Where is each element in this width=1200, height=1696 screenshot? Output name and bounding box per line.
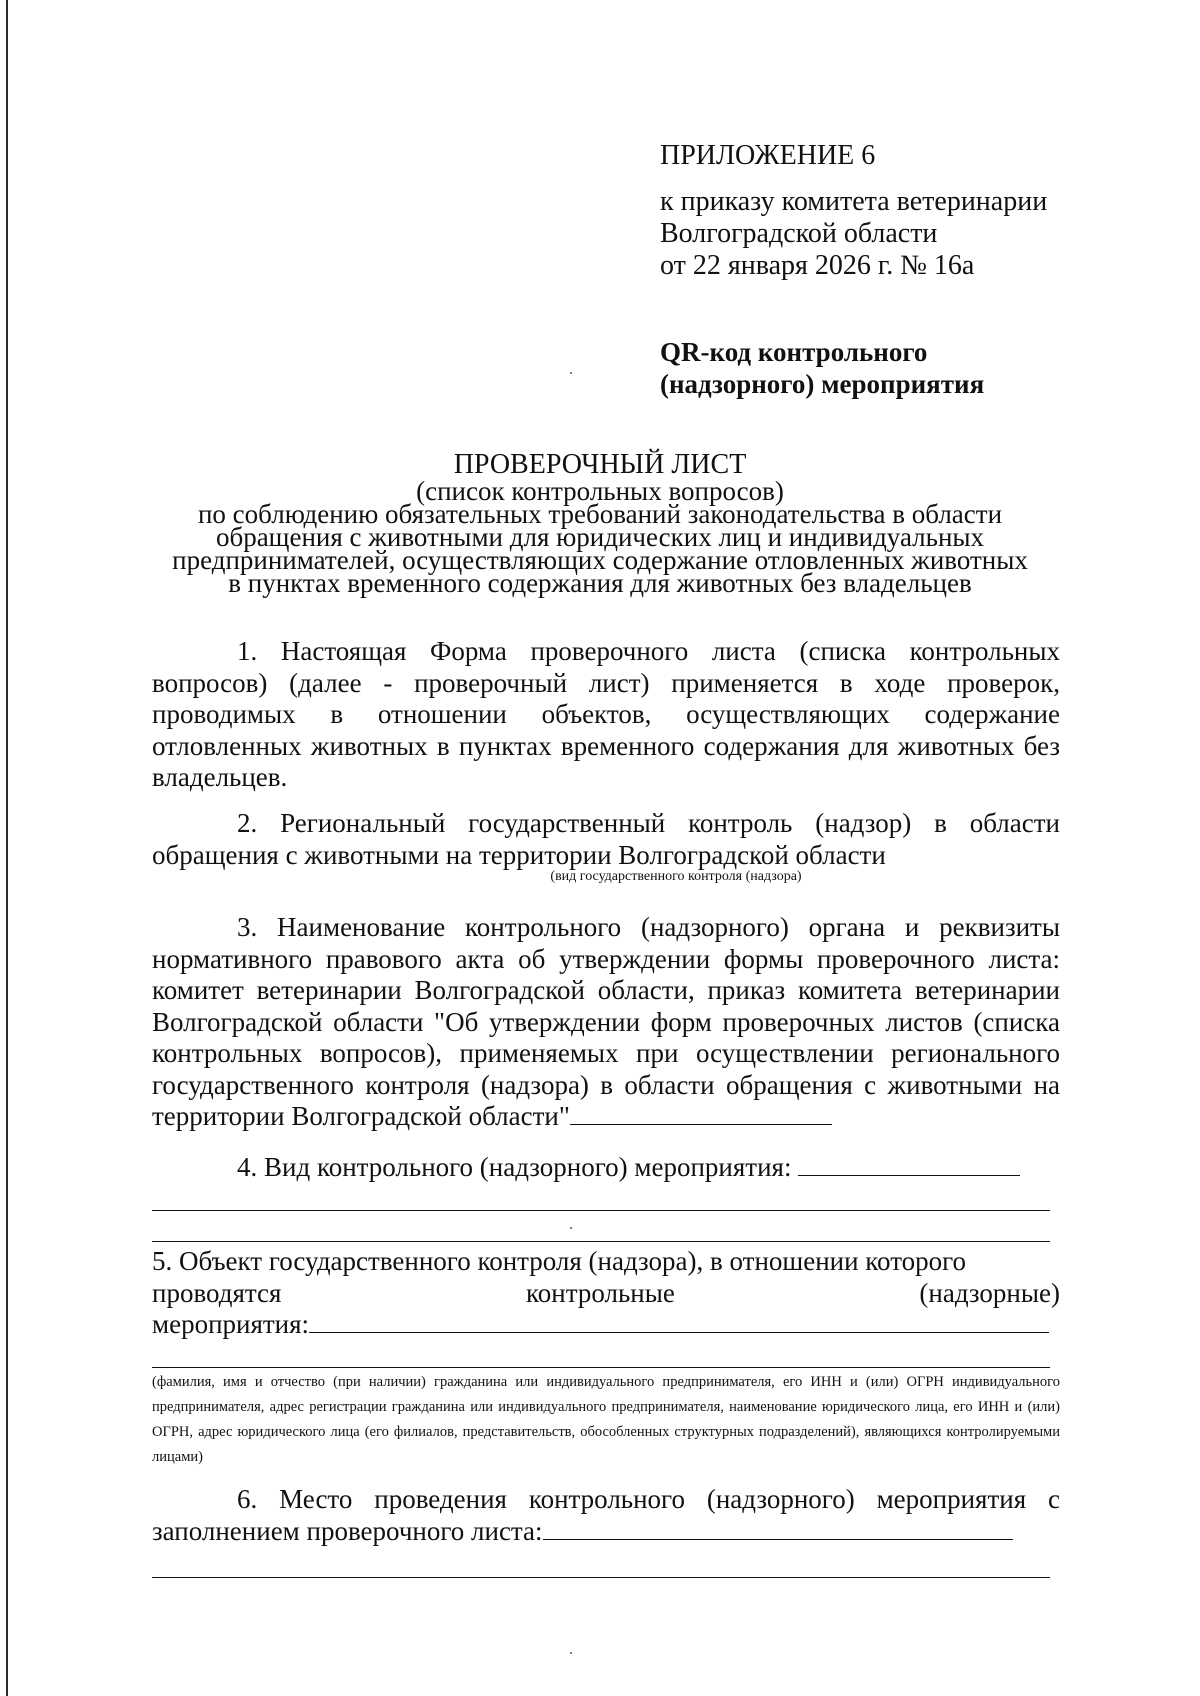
item-3 <box>152 912 1060 1133</box>
item-6-blank[interactable] <box>543 1517 1013 1540</box>
appendix-line: от 22 января 2026 г. № 16а <box>660 250 975 281</box>
item-3-blank[interactable] <box>570 1102 832 1125</box>
scan-speck <box>570 1227 572 1229</box>
item-1-text: 1. Настоящая Форма проверочного листа (списка контрольных вопросов) (далее - проверочный лист) применяется в ходе проверок, проводимых в отношении объектов, осуществляющих содержание отловленных животных в пунктах временного содержания для животных без владельцев. <box>152 636 1060 792</box>
scan-edge-line <box>6 0 8 1696</box>
item-4-text <box>152 1152 1060 1184</box>
appendix-line: к приказу комитета ветеринарии <box>660 186 1048 217</box>
item-4-blank-line[interactable] <box>152 1217 1050 1242</box>
item-4-blank-line[interactable] <box>152 1186 1050 1211</box>
qr-line: (надзорного) мероприятия <box>660 369 985 399</box>
appendix-line: Волгоградской области <box>660 218 938 249</box>
item-6-text <box>152 1484 1060 1547</box>
item-4-label: 4. Вид контрольного (надзорного) мероприятия: <box>237 1152 792 1182</box>
item-5-word: контрольные <box>526 1277 675 1308</box>
qr-code-placeholder <box>660 336 984 400</box>
item-6-blank-line[interactable] <box>152 1553 1050 1578</box>
scan-speck <box>570 372 572 374</box>
item-5-caption: (фамилия, имя и отчество (при наличии) гражданина или индивидуального предпринимателя, его ИНН и (или) ОГРН индивидуального предпринимателя, адрес регистрации гражданина или индивидуального предпринимателя, наименование юридического лица, его ИНН и (или) ОГРН, адрес юридического лица (его филиалов, представительств, обособленных структурных подразделений), являющихся контролируемыми лицами) <box>152 1373 1060 1465</box>
item-5-blank-line[interactable] <box>152 1347 1050 1368</box>
item-6 <box>152 1484 1060 1578</box>
page-title: ПРОВЕРОЧНЫЙ ЛИСТ <box>453 449 747 480</box>
heading-line: в пунктах временного содержания для животных без владельцев <box>228 568 972 598</box>
heading-line: (список контрольных вопросов) <box>416 476 784 506</box>
item-5-line: 5. Объект государственного контроля (надзора), в отношении которого <box>152 1246 967 1276</box>
heading-line: обращения с животными для юридических лиц и индивидуальных <box>215 522 985 552</box>
item-2 <box>152 808 1060 885</box>
item-1 <box>152 636 1060 794</box>
heading-line: предпринимателей, осуществляющих содержание отловленных животных <box>172 545 1028 575</box>
item-5-line <box>152 1278 1060 1310</box>
item-5-word: (надзорные) <box>919 1277 1060 1308</box>
item-5-blank[interactable] <box>309 1310 1049 1333</box>
item-5 <box>152 1246 1060 1470</box>
item-4 <box>152 1152 1060 1242</box>
document-heading <box>140 449 1060 598</box>
appendix-title: ПРИЛОЖЕНИЕ 6 <box>660 140 876 171</box>
qr-line: QR-код контрольного <box>660 337 928 367</box>
item-6-content: 6. Место проведения контрольного (надзорного) мероприятия с заполнением проверочного листа: <box>152 1484 1060 1546</box>
item-5-label: мероприятия: <box>152 1309 310 1339</box>
item-4-blank[interactable] <box>798 1153 1020 1176</box>
appendix-block <box>660 140 1047 282</box>
scan-speck <box>570 1652 572 1654</box>
item-3-content: 3. Наименование контрольного (надзорного) органа и реквизиты нормативного правового акта об утверждении формы проверочного листа: комитет ветеринарии Волгоградской области, приказ комитета ветеринарии Волгоградской области "Об утверждении форм проверочных листов (списка контрольных вопросов), применяемых при осуществлении регионального государственного контроля (надзора) в области обращения с животными на территории Волгоградской области" <box>152 912 1060 1131</box>
item-5-word: проводятся <box>152 1277 282 1308</box>
item-3-text <box>152 912 1060 1133</box>
item-2-text: 2. Региональный государственный контроль (надзор) в области обращения с животными на территории Волгоградской области <box>152 808 1060 870</box>
heading-line: по соблюдению обязательных требований законодательства в области <box>197 499 1003 529</box>
item-2-caption: (вид государственного контроля (надзора) <box>550 869 802 884</box>
item-5-line <box>152 1309 1060 1341</box>
